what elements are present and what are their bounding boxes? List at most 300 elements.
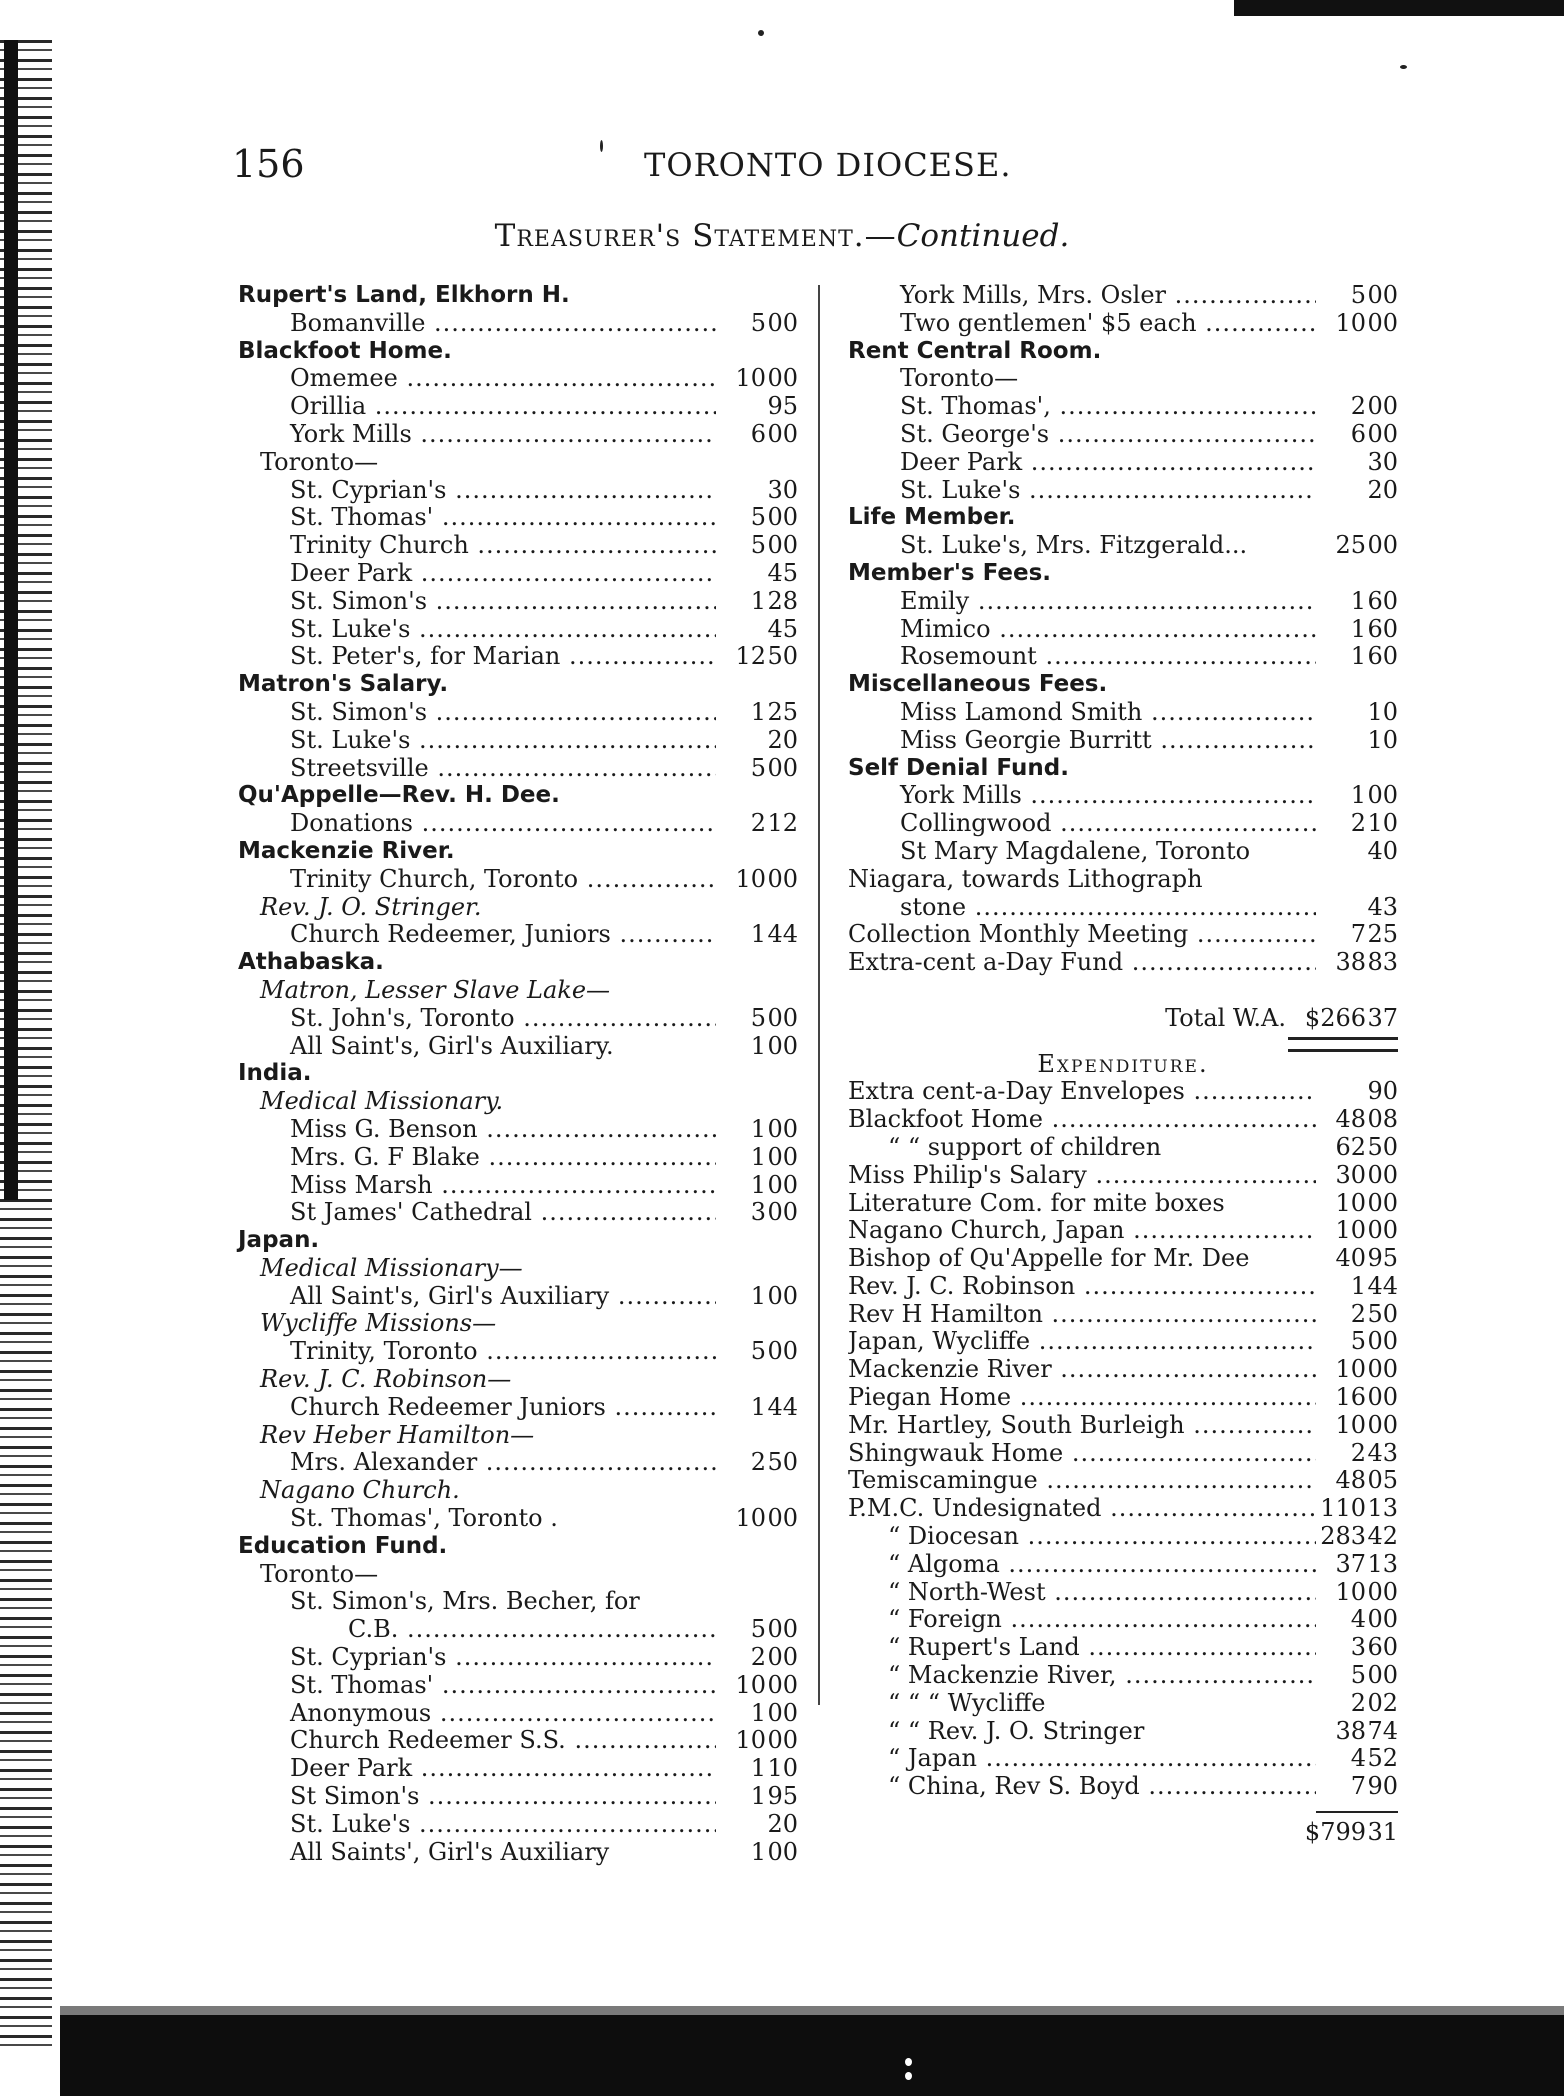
ledger-row [238,1449,798,1477]
ledger-row [848,1690,1398,1718]
spacer [848,977,1398,1005]
entry-label: St James' Cathedral ..... [238,1199,716,1227]
amount-dollars: 5 [1350,1661,1366,1690]
scan-top-edge [1234,0,1564,16]
ledger-row [238,477,798,505]
amount-dollars: 1 [1350,586,1366,615]
amount-cents: 42 [1367,1522,1398,1551]
amount-cents: 12 [767,809,798,838]
ledger-row [238,393,798,421]
amount-dollars: 5 [750,1337,766,1366]
amount-dollars: 1 [750,1392,766,1421]
amount-cents: 00 [767,1643,798,1672]
entry-label: All Saints', Girl's Auxiliary [290,1838,610,1866]
amount-cents: 37 [1367,1003,1398,1032]
entry-label: Rev H Hamilton ..... [848,1301,1316,1329]
section-heading: Qu'Appelle—Rev. H. Dee. [238,782,560,809]
amount-cents: 00 [767,1031,798,1060]
ledger-row [238,1283,798,1311]
ledger-row [238,1755,798,1783]
amount-cents: 00 [767,1615,798,1644]
amount-cents: 00 [767,1198,798,1227]
entry-label: Mackenzie River ..... [848,1356,1316,1384]
subheading: Medical Missionary. [260,1087,504,1116]
entry-label: St Mary Magdalene, Toronto [900,837,1251,865]
ledger-row [238,1394,798,1422]
scan-left-binding [4,40,18,1200]
amount-dollars: 10 [735,864,766,893]
amount-dollars: 1 [750,1114,766,1143]
amount-cents: 44 [767,1392,798,1421]
amount-cents: 10 [1367,809,1398,838]
entry-label: Blackfoot Home ..... [848,1106,1316,1134]
ledger-row [238,310,798,338]
entry-label: stone ..... [848,894,1316,922]
ledger-row [848,1745,1398,1773]
entry-label: Omemee ..... [238,365,716,393]
amount-cents: 00 [767,419,798,448]
ledger-row [238,1505,798,1533]
amount-dollars: 25 [1335,531,1366,560]
amount-dollars: 2 [1350,1688,1366,1717]
entry-label: St. Luke's ..... [848,477,1316,505]
amount-cents: 13 [1367,1549,1398,1578]
amount-cents: 00 [767,503,798,532]
entry-label: Literature Com. for mite boxes [848,1189,1225,1217]
amount-cents: 30 [1367,447,1398,476]
entry-label: Bomanville ..... [238,310,716,338]
amount-dollars: 5 [750,753,766,782]
left-column [238,282,798,1866]
amount-cents: 95 [767,392,798,421]
amount-dollars: 5 [1350,1327,1366,1356]
entry-label: “ “ support of children [888,1133,1162,1161]
single-rule [1316,1811,1398,1813]
amount-dollars: 10 [735,1504,766,1533]
entry-label: St. Thomas' ..... [238,1672,716,1700]
ledger-row [238,643,798,671]
entry-label: Emily ..... [848,588,1316,616]
entry-label: Miss Lamond Smith ..... [848,699,1316,727]
ledger-row [848,365,1398,393]
amount-cents: 10 [1367,725,1398,754]
ledger-row [848,838,1398,866]
amount-cents: 00 [1367,1383,1398,1412]
ledger-row [848,1662,1398,1690]
amount-dollars: 40 [1335,1244,1366,1273]
amount-cents: 00 [767,1726,798,1755]
amount-cents: 05 [1367,1466,1398,1495]
amount-cents: 00 [767,753,798,782]
ledger-row [848,921,1398,949]
ledger-row [848,810,1398,838]
ledger-row [848,1245,1398,1273]
amount-dollars: 7 [1350,920,1366,949]
ledger-row [238,1033,798,1061]
column-divider [818,285,820,1705]
section-heading: Member's Fees. [848,559,1052,586]
amount-cents: 02 [1367,1688,1398,1717]
amount-dollars: 6 [1350,419,1366,448]
amount-dollars: 1 [750,1782,766,1811]
ledger-row [848,1384,1398,1412]
section-heading: Miscellaneous Fees. [848,671,1108,698]
amount-dollars: 7 [1350,1772,1366,1801]
entry-label: Mr. Hartley, South Burleigh ..... [848,1412,1316,1440]
amount-cents: 00 [1367,781,1398,810]
ledger-row [848,1579,1398,1607]
ledger-row [848,1328,1398,1356]
section-heading: India. [238,1060,312,1087]
entry-label: Trinity, Toronto ..... [238,1338,716,1366]
amount-dollars: 10 [735,1670,766,1699]
amount-cents: 00 [767,531,798,560]
entry-label: Miss Philip's Salary ..... [848,1162,1316,1190]
section-heading: Rupert's Land, Elkhorn H. [238,282,570,308]
section-heading: Education Fund. [238,1532,448,1559]
amount-cents: 74 [1367,1716,1398,1745]
amount-dollars: 10 [1335,308,1366,337]
section-heading: Matron's Salary. [238,671,449,698]
ledger-row [848,282,1398,310]
ledger-row [848,477,1398,505]
amount-dollars: 10 [735,364,766,393]
amount-cents: 00 [1367,308,1398,337]
ledger-row [238,921,798,949]
amount-dollars: 38 [1335,1716,1366,1745]
entry-label: Toronto— [900,365,1019,393]
amount-cents: 00 [767,1142,798,1171]
amount-cents: 00 [767,1698,798,1727]
ledger-row [848,894,1398,922]
ledger-row [848,1162,1398,1190]
amount-cents: 50 [767,1448,798,1477]
page-header [232,142,1332,192]
amount-dollars: 48 [1335,1466,1366,1495]
entry-label: St. Simon's, Mrs. Becher, for [290,1588,640,1616]
ledger-row [238,1672,798,1700]
amount-cents: 00 [1367,1188,1398,1217]
amount-cents: 00 [1367,1160,1398,1189]
amount-dollars: 10 [1335,1188,1366,1217]
total-rule [848,1801,1398,1819]
amount-dollars: 6 [750,419,766,448]
speck [905,2058,912,2066]
amount-dollars: 2 [750,1448,766,1477]
entry-label: York Mills ..... [238,421,716,449]
ledger-row [238,1644,798,1672]
ledger-row [848,588,1398,616]
entry-label: Collection Monthly Meeting ..... [848,921,1316,949]
amount-dollars: 5 [750,1003,766,1032]
amount-cents: 25 [767,697,798,726]
total-row [848,1005,1398,1033]
scan-bottom-edge [60,2015,1564,2096]
entry-label: Nagano Church, Japan ..... [848,1217,1316,1245]
entry-label: Mrs. Alexander ..... [238,1449,716,1477]
entry-label: Rosemount ..... [848,643,1316,671]
amount-cents: 00 [767,864,798,893]
ledger-row [238,1811,798,1839]
entry-label: St. Luke's, Mrs. Fitzgerald... [900,532,1248,560]
ledger-row [238,1172,798,1200]
amount-dollars: 10 [1335,1216,1366,1245]
subheading: Matron, Lesser Slave Lake— [260,975,611,1004]
amount-dollars: 3 [1350,1633,1366,1662]
entry-label: “ “ “ Wycliffe [888,1689,1046,1717]
entry-label: St. Simon's ..... [238,699,716,727]
entry-label: “ Algoma ..... [848,1551,1316,1579]
ledger-row [848,1301,1398,1329]
entry-label: Niagara, towards Lithograph [848,865,1203,893]
ledger-row [848,1106,1398,1134]
amount-cents: 50 [1367,1299,1398,1328]
entry-label: Toronto— [260,448,379,476]
ledger-row [238,421,798,449]
ledger-row [848,1134,1398,1162]
amount-dollars: 37 [1335,1549,1366,1578]
ledger-row [238,365,798,393]
amount-dollars: 1 [750,1837,766,1866]
amount-dollars: 5 [750,308,766,337]
ledger-row [238,1588,798,1616]
amount-dollars: 5 [750,1615,766,1644]
amount-cents: 20 [1367,475,1398,504]
amount-dollars: 62 [1335,1132,1366,1161]
amount-cents: 50 [1367,1132,1398,1161]
ledger-row [238,1727,798,1755]
amount-cents: 50 [767,642,798,671]
ledger-row [238,1561,798,1589]
amount-cents: 00 [767,1837,798,1866]
entry-label: Church Redeemer S.S. ..... [238,1727,716,1755]
amount-cents: 00 [767,1281,798,1310]
ledger-row [238,755,798,783]
entry-label: Church Redeemer Juniors ..... [238,1394,716,1422]
entry-label: Extra cent-a-Day Envelopes ..... [848,1078,1316,1106]
ledger-row [848,1634,1398,1662]
amount-cents: 00 [1367,1577,1398,1606]
subheading: Rev. J. O. Stringer. [260,892,482,921]
amount-cents: 60 [1367,642,1398,671]
entry-label: St. Luke's ..... [238,616,716,644]
ledger-row [238,449,798,477]
amount-cents: 00 [767,364,798,393]
entry-label: St. Peter's, for Marian ..... [238,643,716,671]
amount-dollars: 283 [1320,1522,1366,1551]
entry-label: All Saint's, Girl's Auxiliary ..... [238,1283,716,1311]
amount-cents: 44 [1367,1271,1398,1300]
ledger-row [238,560,798,588]
ledger-row [848,866,1398,894]
amount-dollars: 1 [750,1031,766,1060]
entry-label: Rev. J. C. Robinson ..... [848,1273,1316,1301]
entry-label: St. Thomas', Toronto . [290,1505,558,1533]
amount-dollars: 1 [1350,614,1366,643]
entry-label: St. Thomas', ..... [848,393,1316,421]
amount-cents: 60 [1367,614,1398,643]
amount-dollars: 1 [750,586,766,615]
ledger-row [848,1440,1398,1468]
ledger-row [238,1338,798,1366]
running-head: TORONTO DIOCESE. [644,146,1012,184]
section-heading: Self Denial Fund. [848,754,1069,781]
amount-dollars: 3 [750,1198,766,1227]
amount-cents: 00 [767,308,798,337]
entry-label: Toronto— [260,1560,379,1588]
ledger-row [848,449,1398,477]
entry-label: “ China, Rev S. Boyd ..... [848,1773,1316,1801]
ledger-row [848,1523,1398,1551]
amount-dollars: 38 [1335,948,1366,977]
amount-dollars: 30 [1335,1160,1366,1189]
amount-dollars: 1 [750,1142,766,1171]
amount-cents: 00 [1367,1605,1398,1634]
amount-dollars: 10 [1335,1355,1366,1384]
ledger-row [848,1356,1398,1384]
amount-cents: 13 [1367,1494,1398,1523]
entry-label: Mimico ..... [848,616,1316,644]
amount-cents: 90 [1367,1077,1398,1106]
entry-label: Deer Park ..... [238,560,716,588]
total-row [848,1819,1398,1847]
amount-dollars: 2 [1350,809,1366,838]
amount-cents: 00 [767,1337,798,1366]
amount-cents: 95 [1367,1244,1398,1273]
subheading: Medical Missionary— [260,1253,523,1282]
ledger-row [848,699,1398,727]
amount-cents: 52 [1367,1744,1398,1773]
ledger-row [238,810,798,838]
ledger-row [848,1217,1398,1245]
amount-cents: 45 [767,614,798,643]
section-heading: Rent Central Room. [848,337,1102,364]
amount-cents: 00 [1367,1327,1398,1356]
amount-cents: 00 [1367,392,1398,421]
amount-dollars: 1 [750,1754,766,1783]
amount-dollars: 5 [1350,281,1366,309]
amount-cents: 00 [1367,1216,1398,1245]
amount-cents: 00 [767,1114,798,1143]
amount-dollars: 2 [1350,392,1366,421]
amount-dollars: 2 [750,1643,766,1672]
entry-label: Deer Park ..... [238,1755,716,1783]
entry-label: Anonymous ..... [238,1700,716,1728]
entry-label: St. Luke's ..... [238,727,716,755]
amount-cents: 43 [1367,892,1398,921]
ledger-row [848,310,1398,338]
entry-label: Miss Marsh ..... [238,1172,716,1200]
section-heading: Life Member. [848,504,1016,531]
entry-label: “ Diocesan ..... [848,1523,1316,1551]
amount-cents: 20 [767,1809,798,1838]
entry-label: Extra-cent a-Day Fund ..... [848,949,1316,977]
amount-cents: 00 [1367,281,1398,309]
speck [758,30,764,36]
subheading: Rev Heber Hamilton— [260,1420,535,1449]
amount-cents: 28 [767,586,798,615]
amount-dollars: $799 [1304,1818,1366,1847]
amount-cents: 30 [767,475,798,504]
ledger-row [238,1144,798,1172]
entry-label: Orillia ..... [238,393,716,421]
subheading: Wycliffe Missions— [260,1309,497,1338]
amount-dollars: 10 [1335,1577,1366,1606]
amount-dollars: 5 [750,531,766,560]
ledger-row [238,1700,798,1728]
ledger-row [848,643,1398,671]
entry-label: “ Mackenzie River, ..... [848,1662,1316,1690]
entry-label: Miss Georgie Burritt ..... [848,727,1316,755]
amount-dollars: 1 [750,697,766,726]
ledger-row [848,727,1398,755]
amount-dollars: 2 [750,809,766,838]
entry-label: Donations ..... [238,810,716,838]
amount-cents: 90 [1367,1772,1398,1801]
amount-cents: 00 [1367,419,1398,448]
entry-label: Japan, Wycliffe ..... [848,1328,1316,1356]
entry-label: St. Cyprian's ..... [238,477,716,505]
ledger-row [848,949,1398,977]
ledger-row [848,1467,1398,1495]
amount-dollars: 4 [1350,1605,1366,1634]
entry-label: St. Simon's ..... [238,588,716,616]
amount-dollars: 1 [750,1281,766,1310]
amount-dollars: 10 [735,1726,766,1755]
ledger-row [238,727,798,755]
speck [1400,65,1407,69]
section-heading: Mackenzie River. [238,837,455,864]
amount-dollars: 1 [750,1698,766,1727]
amount-dollars: 12 [735,642,766,671]
ledger-row [238,699,798,727]
ledger-row [848,1718,1398,1746]
entry-label: Bishop of Qu'Appelle for Mr. Dee [848,1245,1250,1273]
right-column [848,282,1398,1847]
entry-label: “ Rupert's Land ..... [848,1634,1316,1662]
entry-label: “ North-West ..... [848,1579,1316,1607]
ledger-row [848,1412,1398,1440]
entry-label: St. Cyprian's ..... [238,1644,716,1672]
amount-dollars: $266 [1304,1003,1366,1032]
amount-dollars: 2 [1350,1438,1366,1467]
amount-cents: 60 [1367,1633,1398,1662]
amount-cents: 31 [1367,1818,1398,1847]
ledger-row [848,1273,1398,1301]
amount-dollars: 48 [1335,1105,1366,1134]
amount-cents: 40 [1367,836,1398,865]
entry-label: York Mills, Mrs. Osler ..... [848,282,1316,310]
amount-cents: 83 [1367,948,1398,977]
page-number: 156 [232,142,305,186]
amount-cents: 20 [767,725,798,754]
amount-dollars: 16 [1335,1383,1366,1412]
entry-label: York Mills ..... [848,782,1316,810]
entry-label: St. Thomas' ..... [238,504,716,532]
entry-label: St Simon's ..... [238,1783,716,1811]
ledger-row [238,504,798,532]
entry-label: Church Redeemer, Juniors ..... [238,921,716,949]
entry-label: Shingwauk Home ..... [848,1440,1316,1468]
amount-dollars: 110 [1320,1494,1366,1523]
entry-label: P.M.C. Undesignated ..... [848,1495,1316,1523]
amount-cents: 25 [1367,920,1398,949]
amount-cents: 00 [1367,1661,1398,1690]
ledger-row [848,1606,1398,1634]
entry-label: Deer Park ..... [848,449,1316,477]
total-label: Total W.A. [1165,1004,1286,1032]
amount-cents: 00 [767,1170,798,1199]
